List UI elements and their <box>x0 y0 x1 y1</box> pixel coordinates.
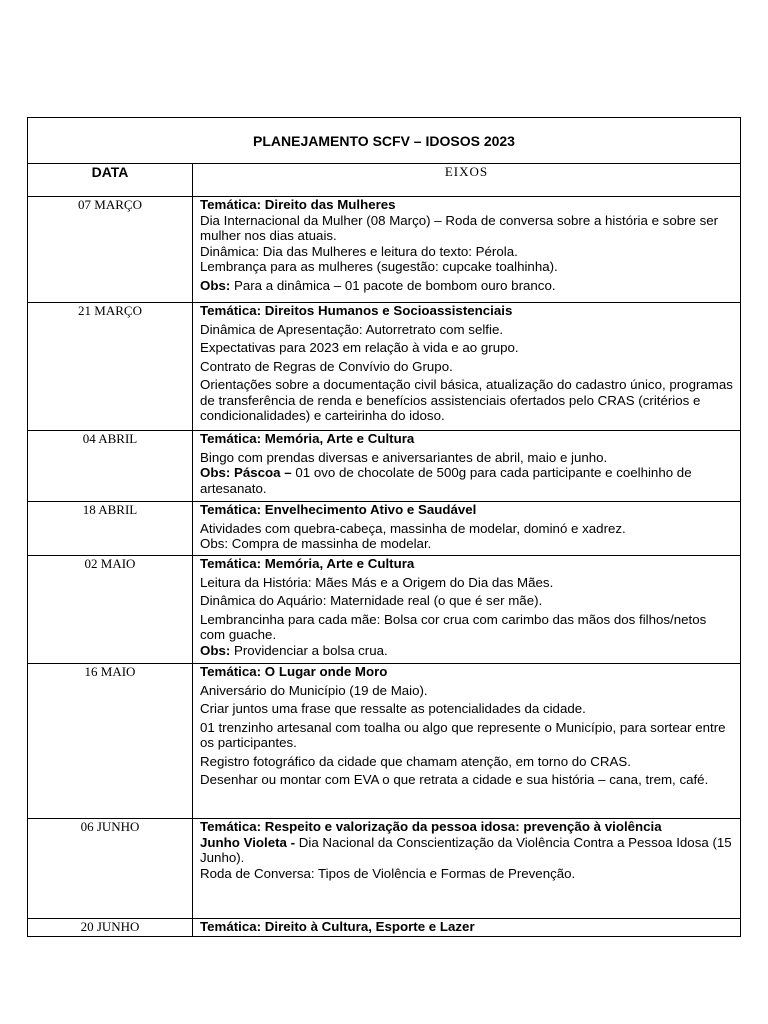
row-topic: Temática: Envelhecimento Ativo e Saudável <box>200 502 477 517</box>
obs-text: Para a dinâmica – 01 pacote de bombom ouro branco. <box>230 277 556 293</box>
row-topic: Temática: Respeito e valorização da pessoa idosa: prevenção à violência <box>200 819 662 834</box>
table-row <box>28 919 741 937</box>
row-line: Roda de Conversa: Tipos de Violência e Formas de Prevenção. <box>200 865 576 881</box>
row-line: Registro fotográfico da cidade que chamam atenção, em torno do CRAS. <box>200 753 631 769</box>
row-line: Expectativas para 2023 em relação à vida e ao grupo. <box>200 340 519 355</box>
table-row <box>28 502 741 556</box>
row-line: Obs: Compra de massinha de modelar. <box>200 536 432 551</box>
row-date: 21 MARÇO <box>28 303 193 431</box>
row-line: Lembrança para as mulheres (sugestão: cupcake toalhinha). <box>200 259 558 274</box>
row-date: 06 JUNHO <box>28 819 193 919</box>
row-topic: Temática: Memória, Arte e Cultura <box>200 431 415 446</box>
row-topic: Temática: Direito das Mulheres <box>200 197 396 212</box>
obs-text: 01 ovo de chocolate de 500g para cada participante e coelhinho de artesanato. <box>200 465 692 496</box>
row-date: 07 MARÇO <box>28 197 193 303</box>
document-title: PLANEJAMENTO SCFV – IDOSOS 2023 <box>28 118 741 164</box>
obs-text: Providenciar a bolsa crua. <box>230 642 388 658</box>
row-content <box>193 197 741 303</box>
row-line: Orientações sobre a documentação civil básica, atualização do cadastro único, programas de transferência de renda e benefícios assistenciais ofertados pelo CRAS (critérios e condicionalidades) e carteirinha do idoso. <box>200 377 733 423</box>
row-line: Bingo com prendas diversas e aniversariantes de abril, maio e junho. <box>200 449 608 465</box>
row-topic: Temática: O Lugar onde Moro <box>200 664 388 679</box>
row-content <box>193 819 741 919</box>
table-row <box>28 303 741 431</box>
row-line: Lembrancinha para cada mãe: Bolsa cor crua com carimbo das mãos dos filhos/netos com guache. <box>200 611 707 642</box>
row-line: Contrato de Regras de Convívio do Grupo. <box>200 358 453 374</box>
header-date: DATA <box>28 164 193 197</box>
row-date: 02 MAIO <box>28 556 193 664</box>
row-line: Leitura da História: Mães Más e a Origem do Dia das Mães. <box>200 574 554 590</box>
row-line: Aniversário do Município (19 de Maio). <box>200 682 428 698</box>
row-line: Dinâmica: Dia das Mulheres e leitura do texto: Pérola. <box>200 243 518 259</box>
lead-text: Dia Nacional da Conscientização da Violência Contra a Pessoa Idosa (15 Junho). <box>200 834 732 865</box>
row-obs <box>200 278 734 294</box>
row-line: 01 trenzinho artesanal com toalha ou algo que represente o Município, para sortear entre os participantes. <box>200 719 726 750</box>
table-row <box>28 664 741 819</box>
row-obs <box>200 465 734 496</box>
header-axes: EIXOS <box>193 164 741 197</box>
row-date: 16 MAIO <box>28 664 193 819</box>
row-lead <box>200 835 734 866</box>
table-row <box>28 197 741 303</box>
row-content <box>193 556 741 664</box>
table-row <box>28 431 741 502</box>
row-date: 18 ABRIL <box>28 502 193 556</box>
table-row <box>28 556 741 664</box>
row-line: Atividades com quebra-cabeça, massinha de modelar, dominó e xadrez. <box>200 520 626 536</box>
planning-table <box>27 117 741 937</box>
obs-label: Obs: <box>200 277 231 293</box>
obs-label: Obs: <box>200 642 231 658</box>
row-content <box>193 502 741 556</box>
row-obs <box>200 643 734 659</box>
row-line: Dia Internacional da Mulher (08 Março) – Roda de conversa sobre a história e sobre ser mulher nos dias atuais. <box>200 212 719 243</box>
row-content <box>193 664 741 819</box>
row-content <box>193 919 741 937</box>
row-topic: Temática: Direitos Humanos e Socioassistenciais <box>200 303 513 318</box>
row-date: 20 JUNHO <box>28 919 193 937</box>
row-line: Dinâmica de Apresentação: Autorretrato com selfie. <box>200 321 504 337</box>
row-topic: Temática: Direito à Cultura, Esporte e Lazer <box>200 919 475 934</box>
obs-label: Obs: Páscoa – <box>200 465 292 480</box>
row-content <box>193 431 741 502</box>
row-line: Criar juntos uma frase que ressalte as potencialidades da cidade. <box>200 701 586 716</box>
table-row <box>28 819 741 919</box>
row-topic: Temática: Memória, Arte e Cultura <box>200 556 415 571</box>
row-line: Desenhar ou montar com EVA o que retrata a cidade e sua história – cana, trem, café. <box>200 772 709 787</box>
row-content <box>193 303 741 431</box>
row-date: 04 ABRIL <box>28 431 193 502</box>
lead-label: Junho Violeta - <box>200 834 296 850</box>
row-line: Dinâmica do Aquário: Maternidade real (o que é ser mãe). <box>200 593 543 608</box>
